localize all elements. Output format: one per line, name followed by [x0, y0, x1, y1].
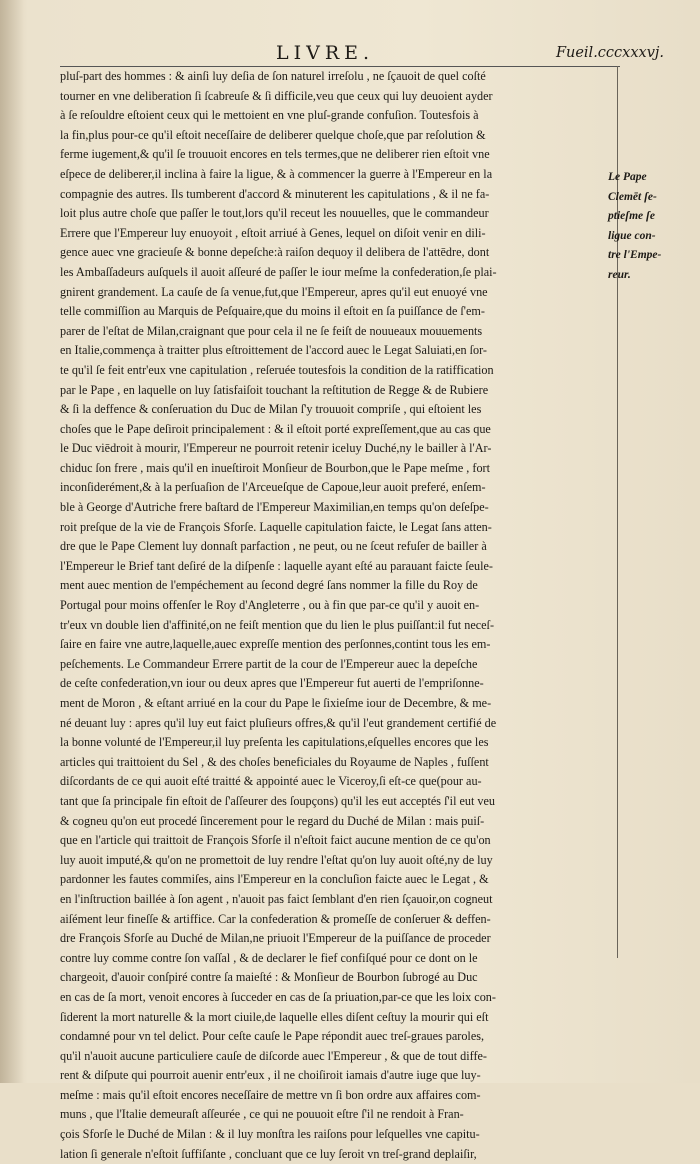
text-line: aiſément leur fineſſe & artiffice. Car la confederation & promeſſe de conſeruer & deffen-	[60, 911, 491, 926]
text-line: que en l'article qui traittoit de François Sforſe il n'eſtoit faict aucune mention de ce qu'on	[60, 833, 491, 848]
text-line: contre luy comme contre ſon vaſſal , & de declarer le fief confiſqué pour ce dont on le	[60, 950, 478, 965]
text-line: tr'eux vn double lien d'affinité,on ne feiſt mention que du lien le plus puiſſant:il fut neceſ-	[60, 617, 495, 632]
text-line: ferme iugement,& qu'il ſe trouuoit encores en tels termes,que ne deliberer rien eſtoit vne	[60, 147, 490, 162]
text-line: articles qui traittoient du Sel , & des choſes beneficiales du Royaume de Naples , fuſſent	[60, 754, 489, 769]
margin-note-line: ptieſme ſe	[608, 210, 655, 223]
margin-note-line: ligue con-	[608, 229, 656, 242]
text-line: l'Empereur le Brief tant deſiré de la diſpenſe : laquelle ayant eſté au parauant faicte ſeule-	[60, 558, 493, 573]
text-line: en Italie,commença à traitter plus eſtroittement de l'accord auec le Legat Saluiati,en ſor-	[60, 343, 487, 358]
text-line: chargeoit, d'auoir conſpiré contre ſa maieſté : & Monſieur de Bourbon ſubrogé au Duc	[60, 970, 478, 985]
text-line: loit plus autre choſe que paſſer le tout,lors qu'il receut les nouuelles, que le commandeur	[60, 206, 489, 221]
text-line: lation ſi generale n'eſtoit ſuffiſante , concluant que ce luy ſeroit vn treſ-grand deplaiſir,	[60, 1146, 477, 1161]
text-line: tourner en vne deliberation ſi ſcabreuſe & ſi difficile,veu que ceux qui luy deuoient ayder	[60, 88, 493, 103]
text-line: Errere que l'Empereur luy enuoyoit , eſtoit arriué à Genes, lequel on diſoit venir en dili-	[60, 225, 486, 240]
text-line: en cas de ſa mort, venoit encores à ſucceder en cas de ſa priuation,par-ce que les loix con-	[60, 989, 496, 1004]
text-line: ment de Moron , & eſtant arriué en la cour du Pape le ſixieſme iour de Decembre, & me-	[60, 696, 492, 710]
text-line: la fin,plus pour-ce qu'il eſtoit neceſſaire de deliberer quelque choſe,que par reſolution &	[60, 127, 486, 142]
text-line: compagnie des autres. Ils tumberent d'accord & minuterent les capitulations , & il ne fa-	[60, 186, 490, 201]
text-line: dre François Sforſe au Duché de Milan,ne priuoit l'Empereur de la puiſſance de proceder	[60, 931, 491, 946]
text-line: qu'il n'auoit aucune particuliere cauſe de diſcorde auec l'Empereur , & que de tout diffe-	[60, 1048, 487, 1063]
text-line: les Ambaſſadeurs auſquels il auoit aſſeuré de paſſer le iour meſme la confederation,ſe plai-	[60, 264, 497, 279]
text-line: condamné pour vn tel delict. Pour ceſte cauſe le Pape répondit auec treſ-graues paroles,	[60, 1029, 485, 1044]
text-line: en l'inſtruction baillée à ſon agent , n'auoit pas faict ſemblant d'en rien ſçauoir,on cogneut	[60, 891, 493, 906]
text-line: Portugal pour moins offenſer le Roy d'Angleterre , ou à fin que par-ce qu'il y auoit en-	[60, 598, 480, 613]
text-line: inconſiderément,& à la perſuaſion de l'Arceueſque de Capoue,leur auoit preferé, enſem-	[60, 480, 486, 495]
text-line: le Duc viēdroit à mourir, l'Empereur ne pourroit retenir iceluy Duché,ny le bailler à l'Ar-	[60, 441, 492, 456]
margin-note-line: reur.	[608, 268, 631, 281]
running-title: LIVRE.	[276, 42, 375, 64]
text-line: luy auoit imputé,& qu'on ne promettoit de luy rendre l'eſtat qu'on luy auoit oſté,ny de luy	[60, 852, 493, 867]
text-line: te qu'il ſe feit entr'eux vne capitulation , reſeruée toutesfois la condition de la ratiffication	[60, 362, 494, 377]
running-header	[40, 42, 680, 66]
margin-note-line: Le Pape	[608, 171, 647, 183]
margin-note-line: tre l'Empe-	[608, 249, 662, 262]
text-line: parer de l'eſtat de Milan,craignant que pour cela il ne ſe feiſt de nouueaux mouuements	[60, 323, 483, 338]
text-line: peſchements. Le Commandeur Errere partit de la cour de l'Empereur auec la depeſche	[60, 656, 478, 671]
text-line: diſcordants de ce qui auoit eſté traitté & appointé auec le Viceroy,ſi eſt-ce que(pour au-	[60, 774, 482, 789]
text-line: dre que le Pape Clement luy donnaſt parfaction , ne peut, ou ne ſceut refuſer de bailler à	[60, 539, 487, 554]
text-line: à ſe reſouldre eſtoient ceux qui le mettoient en vne pluſ-grande confuſion. Toutesfois à	[60, 108, 479, 123]
text-line: ble à George d'Autriche frere baſtard de l'Empereur Maximilian,en temps qu'on deſeſpe-	[60, 500, 489, 515]
text-line: muns , que l'Italie demeuraſt aſſeurée , ce qui ne pouuoit eſtre ſ'il ne rendoit à Fran-	[60, 1107, 464, 1122]
text-line: eſpece de deliberer,il inclina à faire la ligue, & à commencer la guerre à l'Empereur en la	[60, 166, 493, 181]
text-line: chiduc ſon frere , mais qu'il en inueſtiroit Monſieur de Bourbon,que le Pape meſme , fort	[60, 460, 491, 475]
text-line: par le Pape , en laquelle on luy ſatisfaiſoit touchant la reſtitution de Regge & de Rubiere	[60, 382, 489, 397]
text-line: telle commiſſion au Marquis de Peſquaire,que du moins il eſtoit en ſa puiſſance de ſ'em-	[60, 304, 485, 319]
text-line: & cogneu qu'on eut procedé ſincerement pour le regard du Duché de Milan : mais puiſ-	[60, 813, 485, 828]
text-line: roit preſque de la vie de François Sforſe. Laquelle capitulation faicte, le Legat ſans atten-	[60, 519, 492, 534]
gutter-shadow	[0, 0, 24, 1083]
text-line: tant que ſa principale fin eſtoit de ſ'aſſeurer des ſoupçons) qu'il les eut acceptés ſ'il eut veu	[60, 793, 496, 808]
text-line: pardonner les fautes commiſes, ains l'Empereur en la concluſion faicte auec le Legat , &	[60, 872, 489, 887]
text-line: de ceſte confederation,vn iour ou deux apres que l'Empereur fut auerti de l'empriſonne-	[60, 676, 484, 691]
body-text	[60, 67, 614, 1164]
text-line: né deuant luy : apres qu'il luy eut faict pluſieurs offres,& qu'il l'eut grandement certifié de	[60, 715, 497, 730]
text-line: la bonne volunté de l'Empereur,il luy preſenta les capitulations,eſquelles encores que les	[60, 735, 489, 750]
text-line: ſiderent la mort naturelle & la mort ciuile,de laquelle elles diſent ceſtuy la mourir qui eſt	[60, 1009, 489, 1024]
text-line: & ſi la deffence & conſeruation du Duc de Milan ſ'y trouuoit compriſe , qui eſtoient les	[60, 402, 482, 417]
text-line: gnirent grandement. La cauſe de ſa venue,fut,que l'Empereur, apres qu'il eut enuoyé vne	[60, 284, 488, 299]
text-line: gence auec vne gracieuſe & bonne depeſche:à raiſon dequoy il delibera de l'attēdre, dont	[60, 245, 490, 260]
folio-number: Fueil.cccxxxvj.	[555, 45, 664, 61]
text-line: choſes que le Pape deſiroit principalement : & il eſtoit porté expreſſement,que au cas que	[60, 421, 491, 436]
text-line: ſaire en faire vne autre,laquelle,auec expreſſe mention des perſonnes,contint tous les em-	[60, 637, 491, 652]
text-line: rent & diſpute qui pourroit auenir entr'eux , il ne choiſiroit iamais d'autre iuge que luy-	[60, 1068, 481, 1083]
text-line: ment auec mention de l'empéchement au ſecond degré ſans nommer la fille du Roy de	[60, 578, 478, 593]
text-line: meſme : mais qu'il eſtoit encores neceſſaire de mettre vn ſi bon ordre aux affaires com-	[60, 1087, 481, 1102]
margin-note-line: Clemēt ſe-	[608, 190, 657, 203]
text-line: pluſ-part des hommes : & ainſi luy deſia de ſon naturel irreſolu , ne ſçauoit de quel coſté	[60, 69, 486, 83]
margin-note	[608, 168, 690, 286]
text-line: çois Sforſe le Duché de Milan : & il luy monſtra les raiſons pour leſquelles vne capitu-	[60, 1127, 480, 1142]
